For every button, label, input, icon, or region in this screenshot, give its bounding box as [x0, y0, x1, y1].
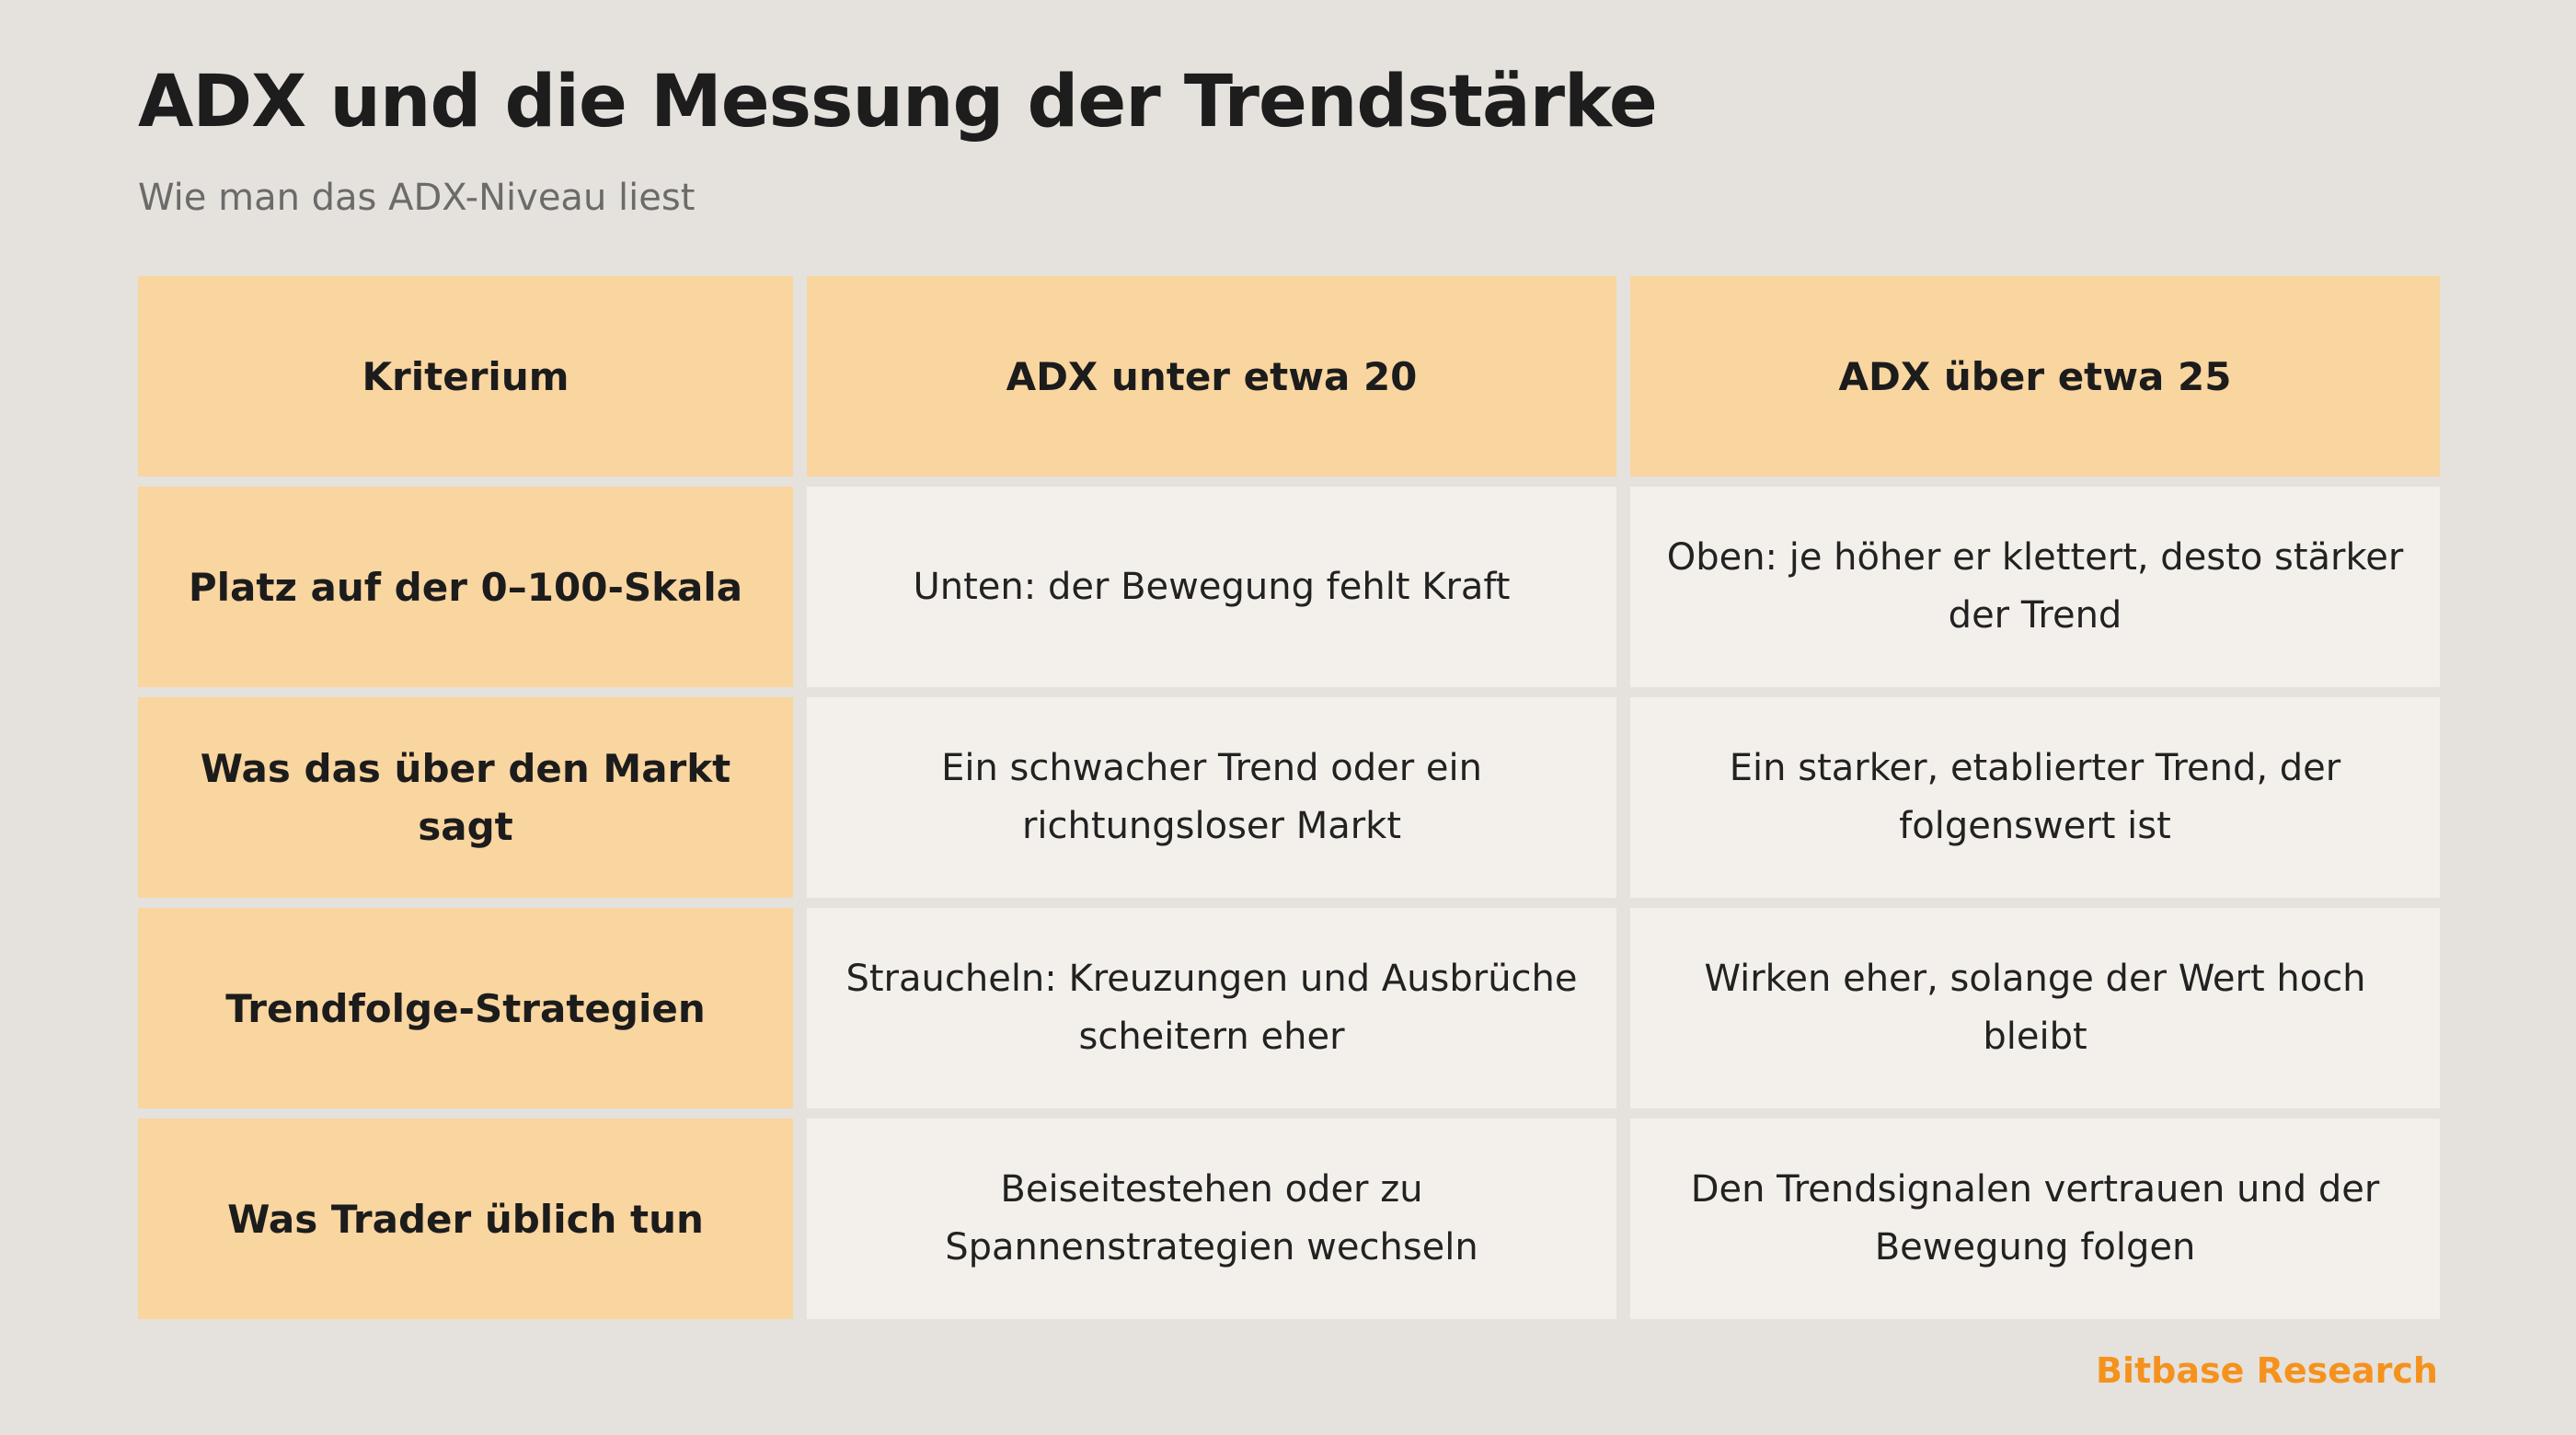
comparison-table: [138, 276, 2440, 1319]
cell-trend-strategies-low: Straucheln: Kreuzungen und Ausbrüche scheitern eher: [807, 908, 1616, 1108]
row-label-scale-position: Platz auf der 0–100-Skala: [138, 487, 793, 687]
column-header-criterion: Kriterium: [138, 276, 793, 476]
cell-trader-actions-high: Den Trendsignalen vertrauen und der Bewegung folgen: [1630, 1119, 2440, 1319]
cell-scale-position-low: Unten: der Bewegung fehlt Kraft: [807, 487, 1616, 687]
cell-trend-strategies-high: Wirken eher, solange der Wert hoch bleibt: [1630, 908, 2440, 1108]
cell-market-meaning-low: Ein schwacher Trend oder ein richtungsloser Markt: [807, 697, 1616, 898]
page-subtitle: Wie man das ADX-Niveau liest: [138, 177, 696, 219]
brand-label: Bitbase Research: [2095, 1350, 2438, 1391]
column-header-adx-low: ADX unter etwa 20: [807, 276, 1616, 476]
column-header-adx-high: ADX über etwa 25: [1630, 276, 2440, 476]
cell-scale-position-high: Oben: je höher er klettert, desto stärker der Trend: [1630, 487, 2440, 687]
row-label-market-meaning: Was das über den Markt sagt: [138, 697, 793, 898]
row-label-trend-strategies: Trendfolge-Strategien: [138, 908, 793, 1108]
page-title: ADX und die Messung der Trendstärke: [138, 61, 1657, 144]
cell-trader-actions-low: Beiseitestehen oder zu Spannenstrategien wechseln: [807, 1119, 1616, 1319]
row-label-trader-actions: Was Trader üblich tun: [138, 1119, 793, 1319]
cell-market-meaning-high: Ein starker, etablierter Trend, der folgenswert ist: [1630, 697, 2440, 898]
